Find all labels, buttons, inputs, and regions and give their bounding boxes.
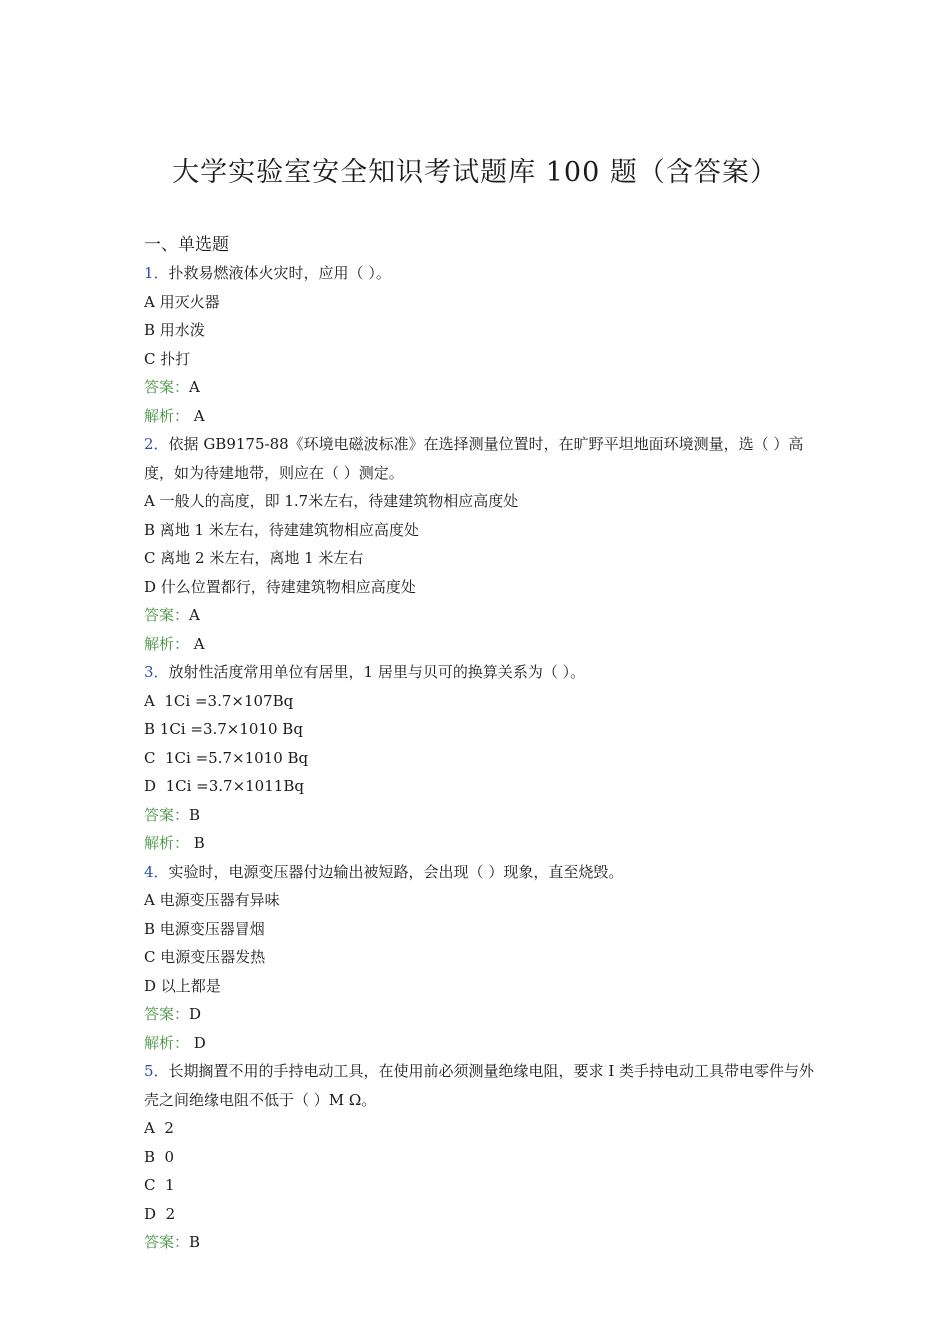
page-title: 大学实验室安全知识考试题库 100 题（含答案） [172,157,778,188]
option: A 电源变压器有异味 [144,891,280,909]
analysis-value: A [189,634,205,653]
option: A 1Ci =3.7×107Bq [144,691,294,710]
analysis-value: D [189,1033,206,1052]
option: D 1Ci =3.7×1011Bq [144,777,304,795]
option: D 以上都是 [144,976,221,995]
answer-value: B [189,805,201,824]
option: B 用水泼 [144,321,205,339]
question-item [144,259,814,430]
question-item [144,858,814,1058]
question-item [144,658,814,858]
option: C 1 [144,1176,175,1194]
option: A 2 [144,1119,174,1137]
question-text: 实验时，电源变压器付边输出被短路，会出现（ ）现象，直至烧毁。 [168,862,624,881]
question-text: 扑救易燃液体火灾时，应用（ ）。 [168,264,391,282]
question-text: 依据 GB9175-88《环境电磁波标准》在选择测量位置时，在旷野平坦地面环境测量，选（ ）高度，如为待建地带，则应在（ ）测定。 [144,435,804,482]
option: D 什么位置都行，待建建筑物相应高度处 [144,577,416,596]
option: C 1Ci =5.7×1010 Bq [144,748,309,767]
answer-value: A [189,378,200,396]
option: A 一般人的高度，即 1.7米左右，待建建筑物相应高度处 [144,492,519,510]
option: C 离地 2 米左右，离地 1 米左右 [144,549,364,567]
answer-value: B [189,1233,201,1251]
option: B 1Ci =3.7×1010 Bq [144,720,303,738]
analysis-label: 解析： [144,1033,190,1052]
question-text: 长期搁置不用的手持电动工具，在使用前必须测量绝缘电阻，要求 I 类手持电动工具带电零件与外壳之间绝缘电阻不低于（ ）M Ω。 [144,1062,815,1109]
analysis-value: B [189,834,205,852]
question-number: 5． [144,1062,169,1080]
option: C 扑打 [144,349,191,368]
analysis-label: 解析： [144,834,190,852]
option: D 2 [144,1204,176,1223]
answer-label: 答案： [144,1233,190,1251]
option: A 用灭火器 [144,292,220,311]
question-item [144,1057,814,1257]
question-text: 放射性活度常用单位有居里，1 居里与贝可的换算关系为（ ）。 [168,663,586,681]
analysis-value: A [189,406,205,425]
answer-label: 答案： [144,1005,190,1023]
answer-label: 答案： [144,378,190,396]
option: C 电源变压器发热 [144,948,266,966]
question-number: 3． [144,663,169,681]
section-heading: 一、单选题 [144,235,229,255]
question-list [144,231,814,1257]
answer-value: D [189,1005,202,1023]
answer-label: 答案： [144,805,190,824]
question-number: 2． [144,435,169,453]
question-item [144,430,814,658]
option: B 离地 1 米左右，待建建筑物相应高度处 [144,520,419,539]
option: B 电源变压器冒烟 [144,919,265,938]
answer-value: A [189,606,200,624]
answer-label: 答案： [144,606,190,624]
question-number: 4． [144,862,169,881]
question-number: 1． [144,264,169,282]
analysis-label: 解析： [144,406,190,425]
analysis-label: 解析： [144,634,190,653]
option: B 0 [144,1147,175,1166]
